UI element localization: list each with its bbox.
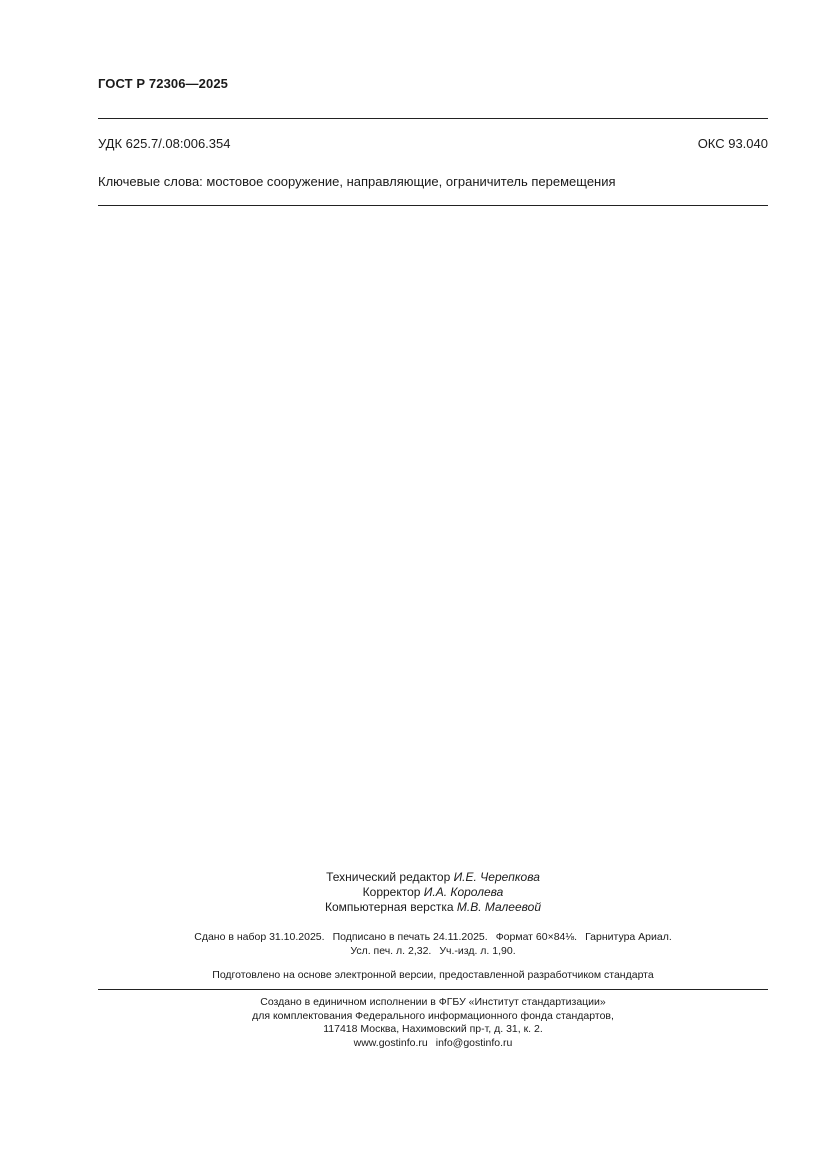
- typeface: Гарнитура Ариал.: [585, 931, 672, 943]
- tech-editor-role: Технический редактор: [326, 870, 451, 884]
- signed-to-print: Подписано в печать 24.11.2025.: [332, 931, 488, 943]
- created-line-2: для комплектования Федерального информационного фонда стандартов,: [252, 1009, 614, 1022]
- corrector-line: [98, 885, 768, 900]
- created-line-1: Создано в единичном исполнении в ФГБУ «Институт стандартизации»: [260, 996, 606, 1008]
- contacts-line: [98, 1037, 768, 1051]
- header-divider: [98, 118, 768, 119]
- created-info: [98, 996, 768, 1050]
- corrector-name: И.А. Королева: [423, 885, 504, 899]
- layout-name: М.В. Малеевой: [456, 900, 541, 914]
- layout-line: [98, 900, 768, 915]
- keywords-divider: [98, 205, 768, 206]
- udk-code: УДК 625.7/.08:006.354: [98, 136, 231, 151]
- created-line-3: 117418 Москва, Нахимовский пр-т, д. 31, к. 2.: [323, 1023, 543, 1035]
- publisher-sheets: Уч.-изд. л. 1,90.: [439, 945, 516, 957]
- publication-line-2: [98, 944, 768, 958]
- website-link[interactable]: www.gostinfo.ru: [353, 1036, 428, 1049]
- print-sheets: Усл. печ. л. 2,32.: [350, 945, 432, 957]
- publication-info: [98, 930, 768, 958]
- keywords-line: Ключевые слова: мостовое сооружение, направляющие, ограничитель перемещения: [98, 174, 616, 189]
- standard-code: ГОСТ Р 72306—2025: [98, 76, 228, 91]
- print-format: Формат 60×84⅛.: [495, 931, 578, 943]
- layout-role: Компьютерная верстка: [325, 900, 454, 914]
- publication-line-1: [98, 930, 768, 944]
- staff-credits: [98, 870, 768, 915]
- email-link[interactable]: info@gostinfo.ru: [435, 1036, 513, 1049]
- tech-editor-line: [98, 870, 768, 885]
- tech-editor-name: И.Е. Черепкова: [453, 870, 540, 884]
- prepared-note: Подготовлено на основе электронной версии, предоставленной разработчиком стандарта: [212, 969, 654, 981]
- footer-divider: [98, 989, 768, 990]
- sent-to-set: Сдано в набор 31.10.2025.: [194, 931, 325, 943]
- corrector-role: Корректор: [362, 885, 421, 899]
- oks-code: ОКС 93.040: [697, 136, 768, 151]
